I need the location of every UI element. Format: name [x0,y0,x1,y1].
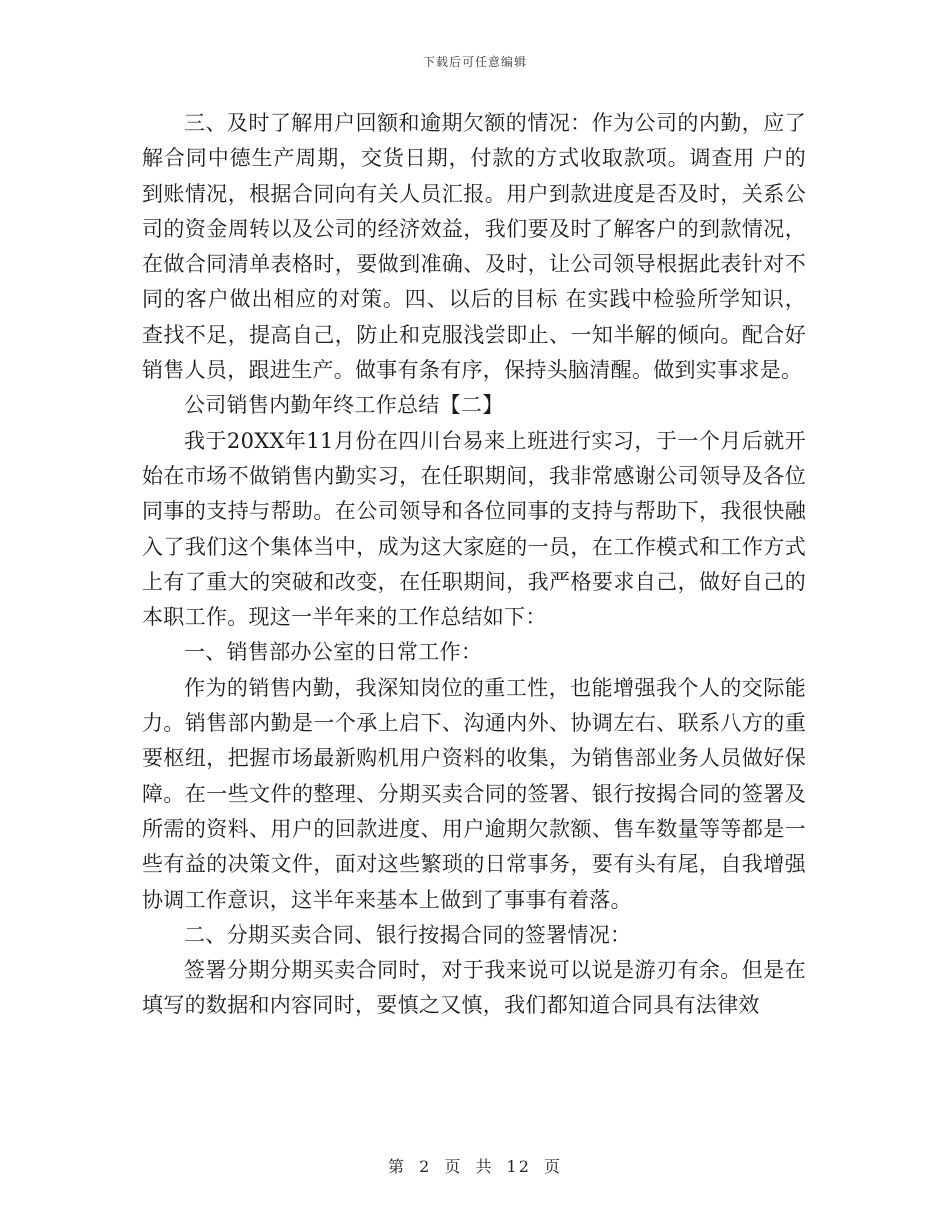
page-header: 下载后可任意编辑 [422,55,527,69]
paragraph-section-three: 三、及时了解用户回额和逾期欠额的情况：作为公司的内勤，应了解合同中德生产周期，交货日期，付款的方式收取款项。调查用 户的到账情况，根据合同向有关人员汇报。用户到款进度是否及时，关系公司的资金周转以及公司的经济效益，我们要及时了解客户的到款情况，在做合同清单表格时，要做到准确、及时，让公司领导根据此表针对不同的客户做出相应的对策。四、以后的目标 在实践中检验所学知识，查找不足，提高自己，防止和克服浅尝即止、一知半解的倾向。配合好销售人员，跟进生产。做事有条有序，保持头脑清醒。做到实事求是。 [142,111,806,383]
document-body [142,106,806,1024]
paragraph-intro: 我于20XX年11月份在四川台易来上班进行实习，于一个月后就开始在市场不做销售内勤实习，在任职期间，我非常感谢公司领导及各位同事的支持与帮助。在公司领导和各位同事的支持与帮助下，我很快融入了我们这个集体当中，成为这大家庭的一员，在工作模式和工作方式上有了重大的突破和改变，在任职期间，我严格要求自己，做好自己的本职工作。现这一半年来的工作总结如下： [142,428,806,630]
section-heading-two: 公司销售内勤年终工作总结【二】 [184,393,504,418]
subheading-daily-work: 一、销售部办公室的日常工作： [184,640,483,665]
page-number-footer: 第 2 页 共 12 页 [388,1157,562,1176]
paragraph-contracts: 签署分期分期买卖合同时，对于我来说可以说是游刃有余。但是在填写的数据和内容同时，要慎之又慎，我们都知道合同具有法律效 [142,958,806,1018]
paragraph-daily-work: 作为的销售内勤，我深知岗位的重工性，也能增强我个人的交际能力。销售部内勤是一个承上启下、沟通内外、协调左右、联系八方的重要枢纽，把握市场最新购机用户资料的收集，为销售部业务人员做好保障。在一些文件的整理、分期买卖合同的签署、银行按揭合同的签署及所需的资料、用户的回款进度、用户逾期欠款额、售车数量等等都是一些有益的决策文件，面对这些繁琐的日常事务，要有头有尾，自我增强协调工作意识，这半年来基本上做到了事事有着落。 [142,675,806,912]
subheading-contracts: 二、分期买卖合同、银行按揭合同的签署情况： [184,922,632,947]
